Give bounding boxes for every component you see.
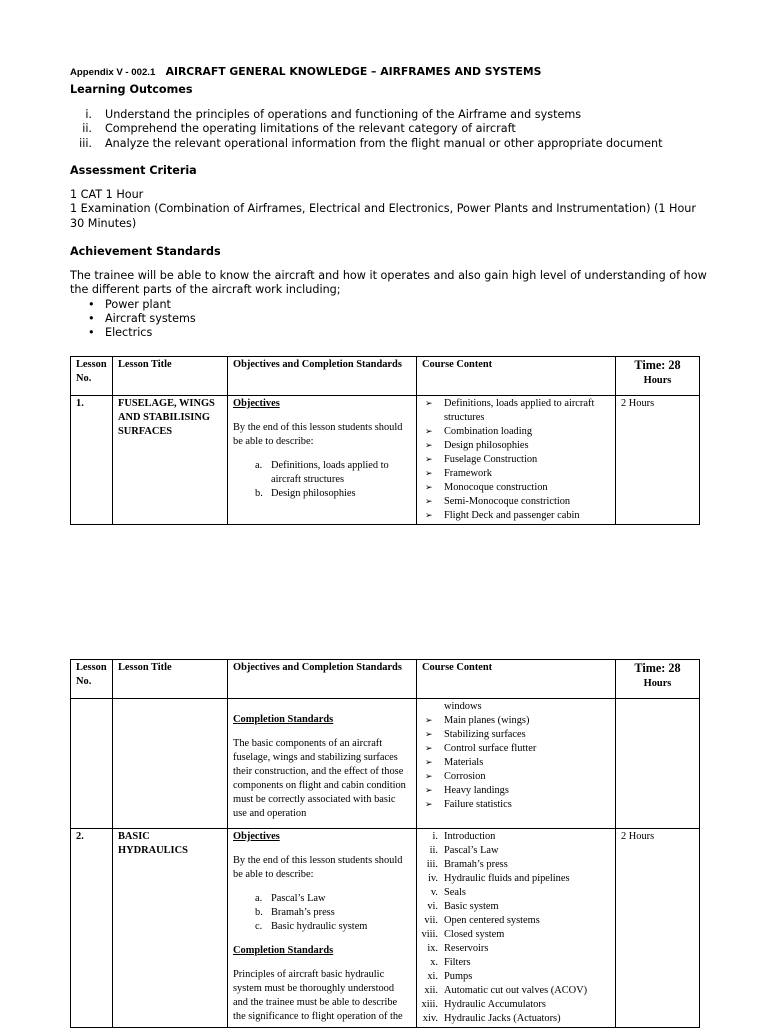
document-header [70,65,541,78]
list-item: ➢ Stabilizing surfaces [422,728,610,742]
list-item: iv. Hydraulic fluids and pipelines [427,873,570,884]
list-item: i. Introduction [432,831,496,842]
objectives-list [233,459,411,501]
assessment-heading: Assessment Criteria [70,164,197,177]
achievement-heading: Achievement Standards [70,245,221,258]
header-time: Time: 28 Hours [616,660,700,699]
list-item: xi. Pumps [427,971,473,982]
list-item: ➢ Flight Deck and passenger cabin [422,509,610,523]
lesson-no [71,699,113,829]
objectives-intro: By the end of this lesson students should be able to describe: [233,855,403,880]
list-item: b. Design philosophies [255,488,356,499]
list-item: i. Understand the principles of operations and functioning of the Airframe and systems [85,108,582,122]
list-item: b. Bramah’s press [255,907,335,918]
list-item: ii. Pascal’s Law [429,845,499,856]
list-item: ➢ Design philosophies [422,439,610,453]
list-item: vii. Open centered systems [424,915,540,926]
header-course-content: Course Content [417,660,616,699]
lesson-table-2 [70,659,700,1028]
header-lesson-no: Lesson No. [71,660,113,699]
header-course-content: Course Content [417,357,616,396]
list-item: xii. Automatic cut out valves (ACOV) [424,985,588,996]
list-item: ➢ Control surface flutter [422,742,610,756]
document-title: AIRCRAFT GENERAL KNOWLEDGE – AIRFRAMES AND SYSTEMS [165,65,542,78]
list-item: ➢ Framework [422,467,610,481]
objectives-heading: Objectives [233,831,280,842]
table-row [71,699,700,829]
list-item: a. Pascal’s Law [255,893,326,904]
achievement-bullets [70,298,710,341]
list-item: x. Filters [430,957,471,968]
completion-heading: Completion Standards [233,714,334,725]
list-item: ➢ Monocoque construction [422,481,610,495]
header-lesson-title: Lesson Title [113,660,228,699]
lesson-no: 2. [71,829,113,1028]
list-item: ➢ Combination loading [422,425,610,439]
table-row [71,829,700,1028]
list-item: iii. Analyze the relevant operational information from the flight manual or other appropriate document [79,136,663,150]
lesson-hours [616,699,700,829]
course-content-cell [417,699,616,829]
table-row [71,396,700,525]
list-item: ➢ Corrosion [422,770,610,784]
list-item: ➢ Semi-Monocoque constriction [422,495,610,509]
objectives-cell [228,396,417,525]
objectives-heading: Objectives [233,398,280,409]
list-item: c. Basic hydraulic system [255,921,368,932]
list-item: ix. Reservoirs [427,943,489,954]
achievement-intro: The trainee will be able to know the aircraft and how it operates and also gain high level of understanding of how the different parts of the aircraft work including; [70,269,707,297]
assessment-line-1: 1 CAT 1 Hour [70,188,144,202]
learning-outcomes-heading: Learning Outcomes [70,83,193,96]
completion-cell [228,699,417,829]
header-objectives: Objectives and Completion Standards [228,357,417,396]
course-content-cell [417,829,616,1028]
list-item: • Electrics [70,326,710,340]
objectives-list [233,892,411,934]
achievement-section [70,245,710,340]
learning-outcomes-list [70,108,710,151]
course-content-list [422,714,610,812]
completion-text: The basic components of an aircraft fuselage, wings and stabilizing surfaces their construction, and the effect of those components on flight and cabin condition must be correctly associated with basic use and operation [233,738,406,819]
list-item: vi. Basic system [427,901,499,912]
course-content-list [422,830,610,1026]
course-content-cell [417,396,616,525]
list-item: ➢ Definitions, loads applied to aircraft structures [422,397,610,425]
list-item: ➢ Main planes (wings) [422,714,610,728]
objectives-cell [228,829,417,1028]
assessment-line-2: 1 Examination (Combination of Airframes, Electrical and Electronics, Power Plants and Instrumentation) (1 Hour 30 Minutes) [70,202,697,230]
course-content-list [422,397,610,523]
header-lesson-no: Lesson No. [71,357,113,396]
list-item: viii. Closed system [421,929,505,940]
list-item: ➢ Heavy landings [422,784,610,798]
list-item: ii. Comprehend the operating limitations of the relevant category of aircraft [82,122,516,136]
list-item: iii. Bramah’s press [426,859,508,870]
completion-text: Principles of aircraft basic hydraulic system must be thoroughly understood and the trainee must be able to describe the significance to flight operation of the [233,969,403,1022]
lesson-title: FUSELAGE, WINGS AND STABILISING SURFACES [113,396,228,525]
table-header-row [71,357,700,396]
lesson-no: 1. [71,396,113,525]
list-item: v. Seals [430,887,466,898]
list-item: • Power plant [70,298,710,312]
header-lesson-title: Lesson Title [113,357,228,396]
lesson-title [113,699,228,829]
list-item: ➢ Fuselage Construction [422,453,610,467]
assessment-section [70,164,710,231]
list-item: xiii. Hydraulic Accumulators [421,999,546,1010]
lesson-title: BASIC HYDRAULICS [113,829,228,1028]
learning-outcomes-section [70,83,710,151]
list-item: ➢ Materials [422,756,610,770]
appendix-label: Appendix V - 002.1 [70,67,156,78]
header-time: Time: 28 Hours [616,357,700,396]
list-item: a. Definitions, loads applied to aircraft structures [255,460,389,485]
content-continued: windows [444,701,482,712]
objectives-intro: By the end of this lesson students should be able to describe: [233,422,403,447]
table-header-row [71,660,700,699]
header-objectives: Objectives and Completion Standards [228,660,417,699]
lesson-table-1 [70,356,700,525]
completion-heading: Completion Standards [233,945,334,956]
list-item: ➢ Failure statistics [422,798,610,812]
list-item: • Aircraft systems [70,312,710,326]
lesson-hours: 2 Hours [616,396,700,525]
lesson-hours: 2 Hours [616,829,700,1028]
list-item: xiv. Hydraulic Jacks (Actuators) [422,1013,561,1024]
